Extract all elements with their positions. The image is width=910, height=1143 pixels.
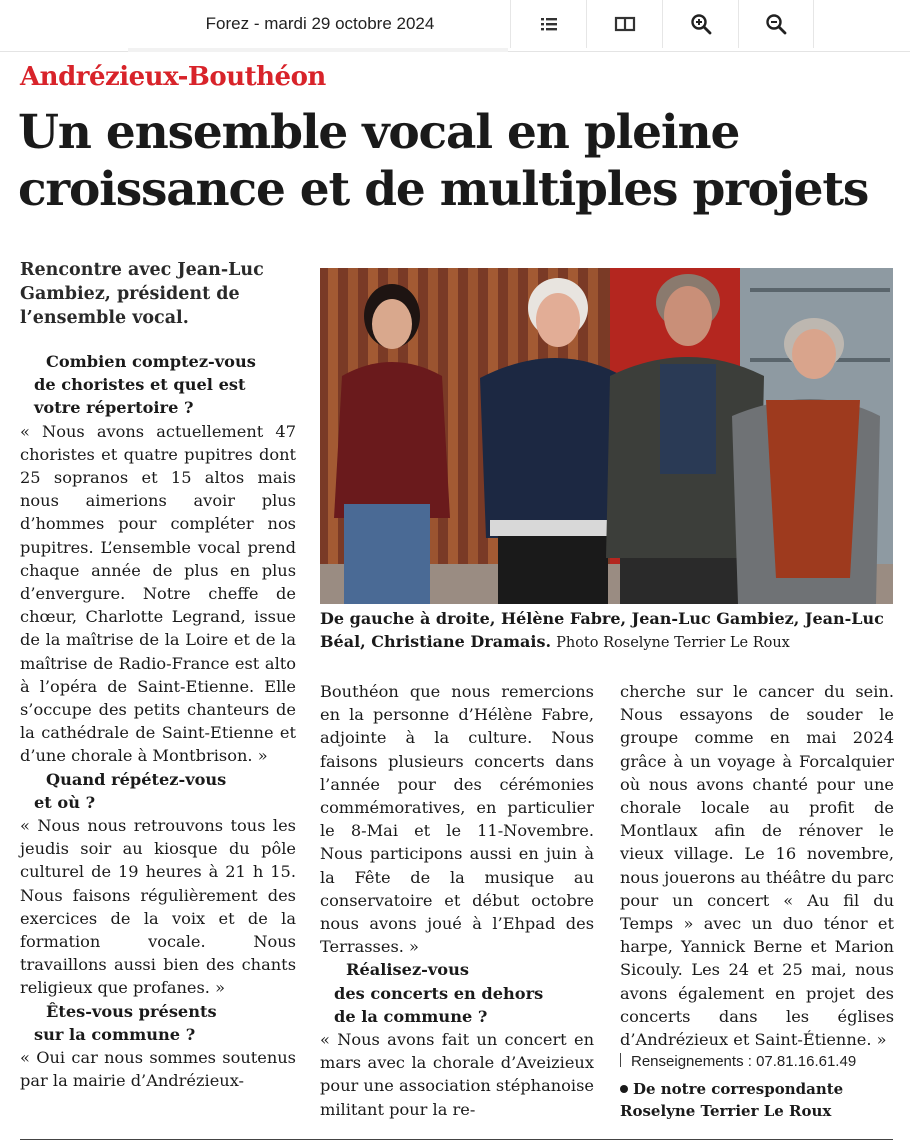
question-heading: et où ? [34,792,96,812]
zoom-in-icon [690,13,712,35]
zoom-in-button[interactable] [662,0,738,48]
article-photo [320,268,893,604]
article-headline [18,104,898,218]
toolbar-shadow [128,48,356,52]
contact-info [620,1053,856,1070]
contents-list-button[interactable] [510,0,586,48]
reading-mode-button[interactable] [586,0,662,48]
question-heading: sur la commune ? [34,1024,196,1044]
author-signature [620,1078,843,1122]
question-heading: Réalisez-vous [346,960,469,980]
text-column-2 [320,680,594,1121]
answer-paragraph: « Nous avons fait un concert en mars avec la chorale d’Aveizieux pour une association stéphanoise militant pour la re- [320,1030,594,1119]
article-kicker: Andrézieux-Bouthéon [20,62,326,92]
question-heading: de choristes et quel est votre répertoire ? [34,375,246,418]
answer-paragraph: Bouthéon que nous remercions en la personne d’Hélène Fabre, adjointe à la culture. Nous faisons plusieurs concerts dans l’année pour des cérémonies commémoratives, en particulier le 8-Mai et le 11-Novembre. Nous participons aussi en juin à la Fête de la musique au conservatoire et début octobre nous avons joué à l’Ehpad des Terrasses. » [320,682,594,957]
edition-title: Forez - mardi 29 octobre 2024 [205,14,435,33]
zoom-out-button[interactable] [738,0,814,48]
info-text: Renseignements : 07.81.16.61.49 [631,1053,857,1070]
answer-paragraph: « Nous nous retrouvons tous les jeudis soir au kiosque du pôle culturel de 19 heures à 21 h 15. Nous faisons régulièrement des exercices de la voix et de la formation vocale. Nous travaillons aussi bien des chants religieux que profanes. » [20,816,296,998]
signature-role: De notre correspondante [633,1080,844,1098]
group-photo-illustration [320,268,893,604]
article-intro: Rencontre avec Jean-Luc Gambiez, président de l’ensemble vocal. [20,260,264,328]
text-column-3 [620,680,894,1051]
caption-text: De gauche à droite, Hélène Fabre, Jean-Luc Gambiez, Jean-Luc Béal, Christiane Dramais. [320,609,884,651]
info-marker [620,1053,621,1067]
answer-paragraph: cherche sur le cancer du sein. Nous essayons de souder le groupe comme en mai 2024 grâce à un voyage à Forcalquier où nous avons chanté pour une chorale locale au profit de Montlaux afin de rénover le vieux village. Le 16 novembre, nous jouerons au théâtre du parc pour un concert « Au fil du Temps » avec un duo ténor et harpe, Yannick Berne et Marion Sicouly. Les 24 et 25 mai, nous avons également en projet des concerts dans les églises d’Andrézieux et Saint-Étienne. » [620,682,894,1050]
question-heading: Combien comptez-vous [46,352,256,371]
answer-paragraph: « Oui car nous sommes soutenus par la mairie d’Andrézieux- [20,1048,296,1091]
bullet-icon [620,1085,628,1093]
signature-name: Roselyne Terrier Le Roux [620,1102,832,1120]
zoom-out-icon [765,13,787,35]
bottom-divider [20,1139,893,1140]
list-icon [539,14,559,34]
photo-credit: Photo Roselyne Terrier Le Roux [556,635,790,651]
answer-paragraph: « Nous avons actuellement 47 choristes et quatre pupitres dont 25 sopranos et 15 altos mais nous aimerions avoir plus d’hommes pour compléter nos pupitres. L’ensemble vocal prend chaque année de plus en plus d’envergure. Notre cheffe de chœur, Charlotte Legrand, issue de la maîtrise de la Loire et de la maîtrise de Radio-France est alto à l’opéra de Saint-Etienne. Elle s’occupe des petits chanteurs de la cathédrale de Saint-Etienne et d’une chorale à Montbrison. » [20,421,296,766]
photo-caption [320,607,894,655]
headline-line: croissance et de multiples projets [18,162,869,217]
question-heading: Quand répétez-vous [46,769,227,789]
toolbar-shadow [356,48,508,52]
book-icon [614,14,636,34]
question-heading: des concerts en dehors de la commune ? [334,983,544,1026]
text-column-1 [20,350,296,1093]
question-heading: Êtes-vous présents [46,1001,217,1021]
headline-line: Un ensemble vocal en pleine [18,105,740,160]
reader-toolbar [0,0,910,52]
